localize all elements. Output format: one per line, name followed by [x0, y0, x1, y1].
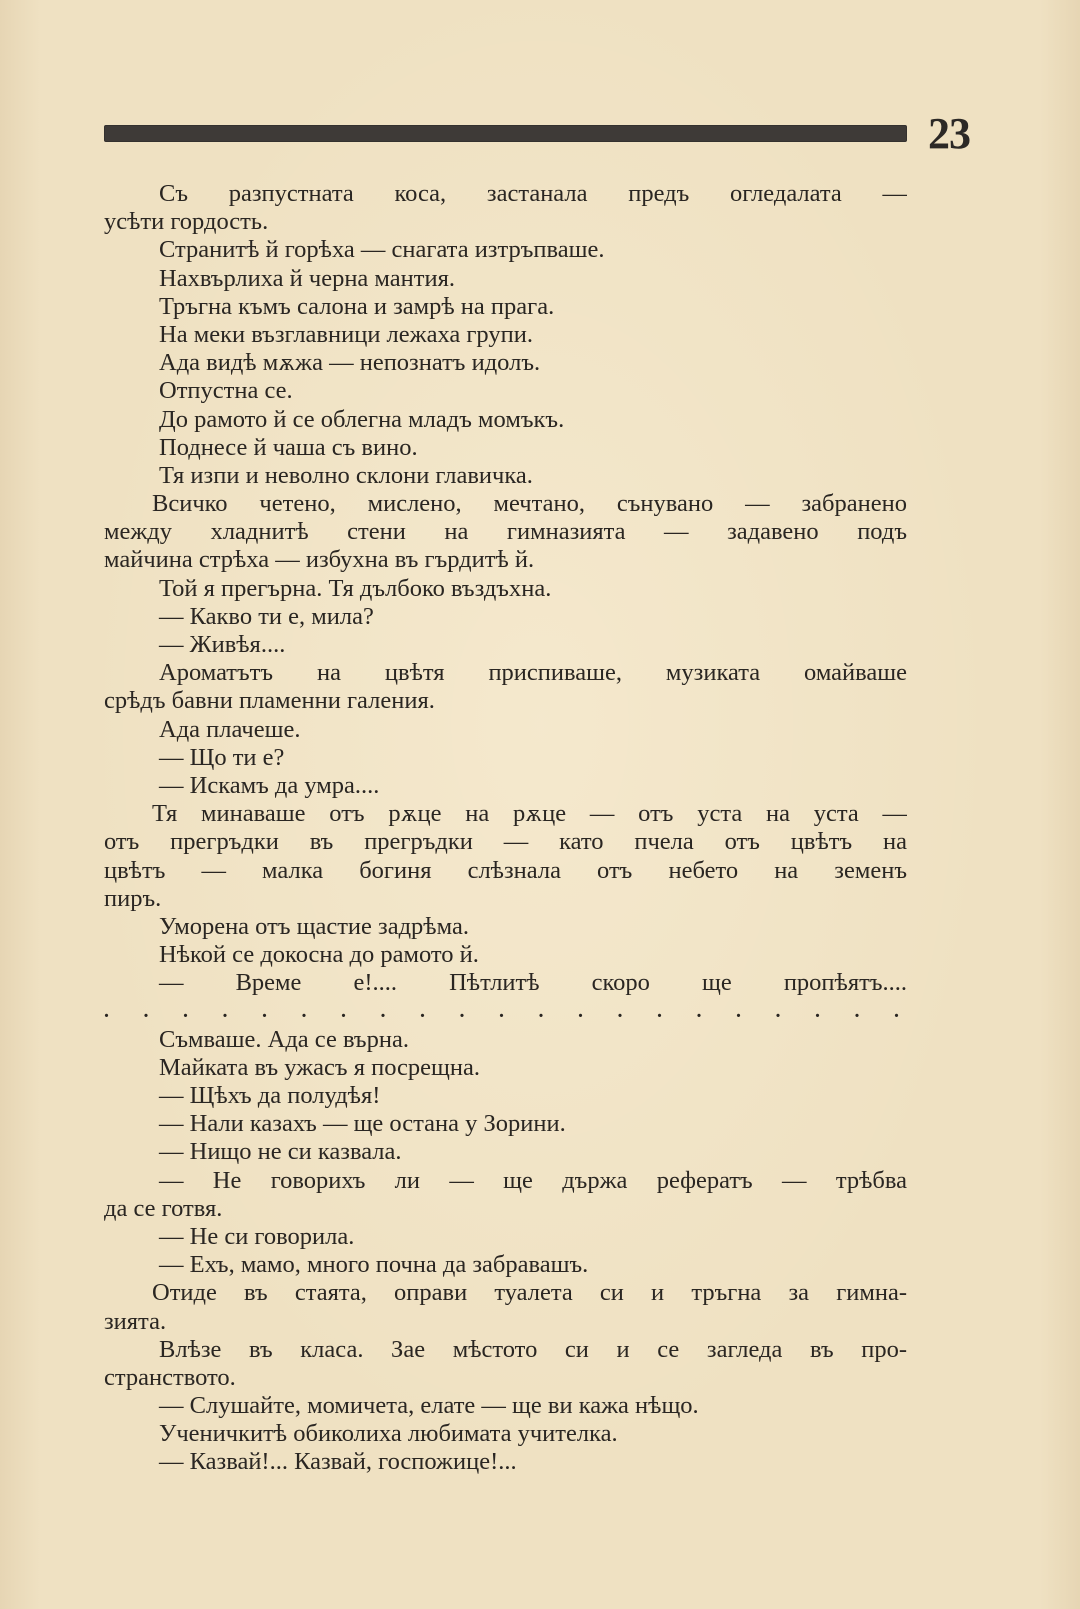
text-line: На меки възглавници лежаха групи. [159, 320, 533, 348]
text-line: Нѣкой се докосна до рамото й. [159, 941, 479, 969]
text-line: пиръ. [104, 884, 162, 912]
separator-dot: . [459, 1000, 465, 1023]
text-line: Ада видѣ мѫжа — непознатъ идолъ. [159, 349, 541, 377]
separator-dot: . [617, 1000, 623, 1023]
text-line: — Слушайте, момичета, елате — ще ви кажа нѣщо. [159, 1392, 699, 1420]
text-line: зията. [104, 1307, 167, 1335]
text-line: отъ прегръдки въ прегръдки — като пчела отъ цвѣтъ на [104, 828, 907, 856]
text-line: Той я прегърна. Тя дълбоко въздъхна. [159, 574, 552, 602]
text-line: — Казвай!... Казвай, госпожице!... [159, 1448, 517, 1476]
header-rule [104, 125, 907, 142]
separator-dot: . [854, 1000, 860, 1023]
separator-dot: . [775, 1000, 781, 1023]
separator-dot: . [301, 1000, 307, 1023]
body-text [104, 180, 907, 1477]
text-line: Тя изпи и неволно склони главичка. [159, 461, 533, 489]
separator-dot: . [143, 1000, 149, 1023]
text-line: Поднесе й чаша съ вино. [159, 433, 418, 461]
text-line: срѣдъ бавни пламенни галения. [104, 687, 435, 715]
separator-dot: . [894, 1000, 899, 1023]
separator-dot: . [657, 1000, 662, 1023]
text-line: Уморена отъ щастие задрѣма. [159, 912, 469, 940]
text-line: — Що ти е? [159, 743, 285, 771]
separator-dot: . [341, 1000, 346, 1023]
text-line: — Щѣхъ да полудѣя! [159, 1082, 381, 1109]
separator-dot: . [696, 1000, 702, 1023]
text-line: — Живѣя.... [159, 631, 286, 658]
text-line: — Не си говорила. [159, 1222, 355, 1250]
text-line: Отпустна се. [159, 377, 293, 405]
dotted-separator [104, 997, 907, 1025]
text-line: Отиде въ стаята, оправи туалета си и тръгна за гимна- [152, 1279, 907, 1307]
text-line: Ученичкитѣ обиколиха любимата учителка. [159, 1420, 618, 1448]
separator-dot: . [736, 1000, 741, 1023]
text-line: странството. [104, 1363, 236, 1391]
separator-dot: . [499, 1000, 504, 1023]
text-line: — Време е!.... Пѣтлитѣ скоро ще пропѣятъ.... [159, 969, 907, 997]
text-line: — Не говорихъ ли — ще държа рефератъ — трѣбва [159, 1166, 907, 1194]
separator-dot: . [222, 1000, 228, 1023]
text-line: Тя минаваше отъ рѫце на рѫце — отъ уста на уста — [152, 800, 907, 828]
text-line: Нахвърлиха й черна мантия. [159, 264, 455, 292]
text-line: Съмваше. Ада се върна. [159, 1025, 409, 1053]
page-number: 23 [928, 109, 970, 158]
text-line: Съ разпустната коса, застанала предъ огледалата — [159, 180, 907, 207]
text-line: между хладнитѣ стени на гимназията — задавено подъ [104, 518, 907, 546]
separator-dot: . [262, 1000, 267, 1023]
text-line: цвѣтъ — малка богиня слѣзнала отъ небето на земенъ [104, 856, 907, 884]
text-line: Майката въ ужасъ я посрещна. [159, 1053, 481, 1081]
separator-dot: . [380, 1000, 386, 1023]
separator-dot: . [183, 1000, 188, 1023]
separator-dot: . [815, 1000, 820, 1023]
text-line: Ада плачеше. [159, 715, 301, 743]
separator-dot: . [104, 1000, 109, 1023]
text-line: да се готвя. [104, 1194, 223, 1222]
text-line: Странитѣ й горѣха — снагата изтръпваше. [159, 236, 605, 264]
text-line: До рамото й се облегна младъ момъкъ. [159, 405, 565, 433]
text-line: Всичко четено, мислено, мечтано, сънувано — забранено [152, 490, 907, 518]
text-line: — Ехъ, мамо, много почна да забравашъ. [159, 1251, 589, 1279]
text-line: — Искамъ да умра.... [159, 771, 380, 799]
separator-dot: . [420, 1000, 425, 1023]
text-line: Влѣзе въ класа. Зае мѣстото си и се загледа въ про- [159, 1335, 907, 1363]
text-line: — Нищо не си казвала. [159, 1138, 402, 1166]
separator-dot: . [578, 1000, 583, 1023]
text-line: Ароматътъ на цвѣтя приспиваше, музиката омайваше [159, 659, 907, 687]
separator-dot: . [538, 1000, 544, 1023]
text-line: — Нали казахъ — ще остана у Зорини. [159, 1110, 566, 1138]
text-line: — Какво ти е, мила? [159, 602, 374, 630]
text-line: усѣти гордость. [104, 208, 269, 236]
text-line: Тръгна къмъ салона и замрѣ на прага. [159, 292, 555, 320]
text-line: майчина стрѣха — избухна въ гърдитѣ й. [104, 546, 535, 574]
